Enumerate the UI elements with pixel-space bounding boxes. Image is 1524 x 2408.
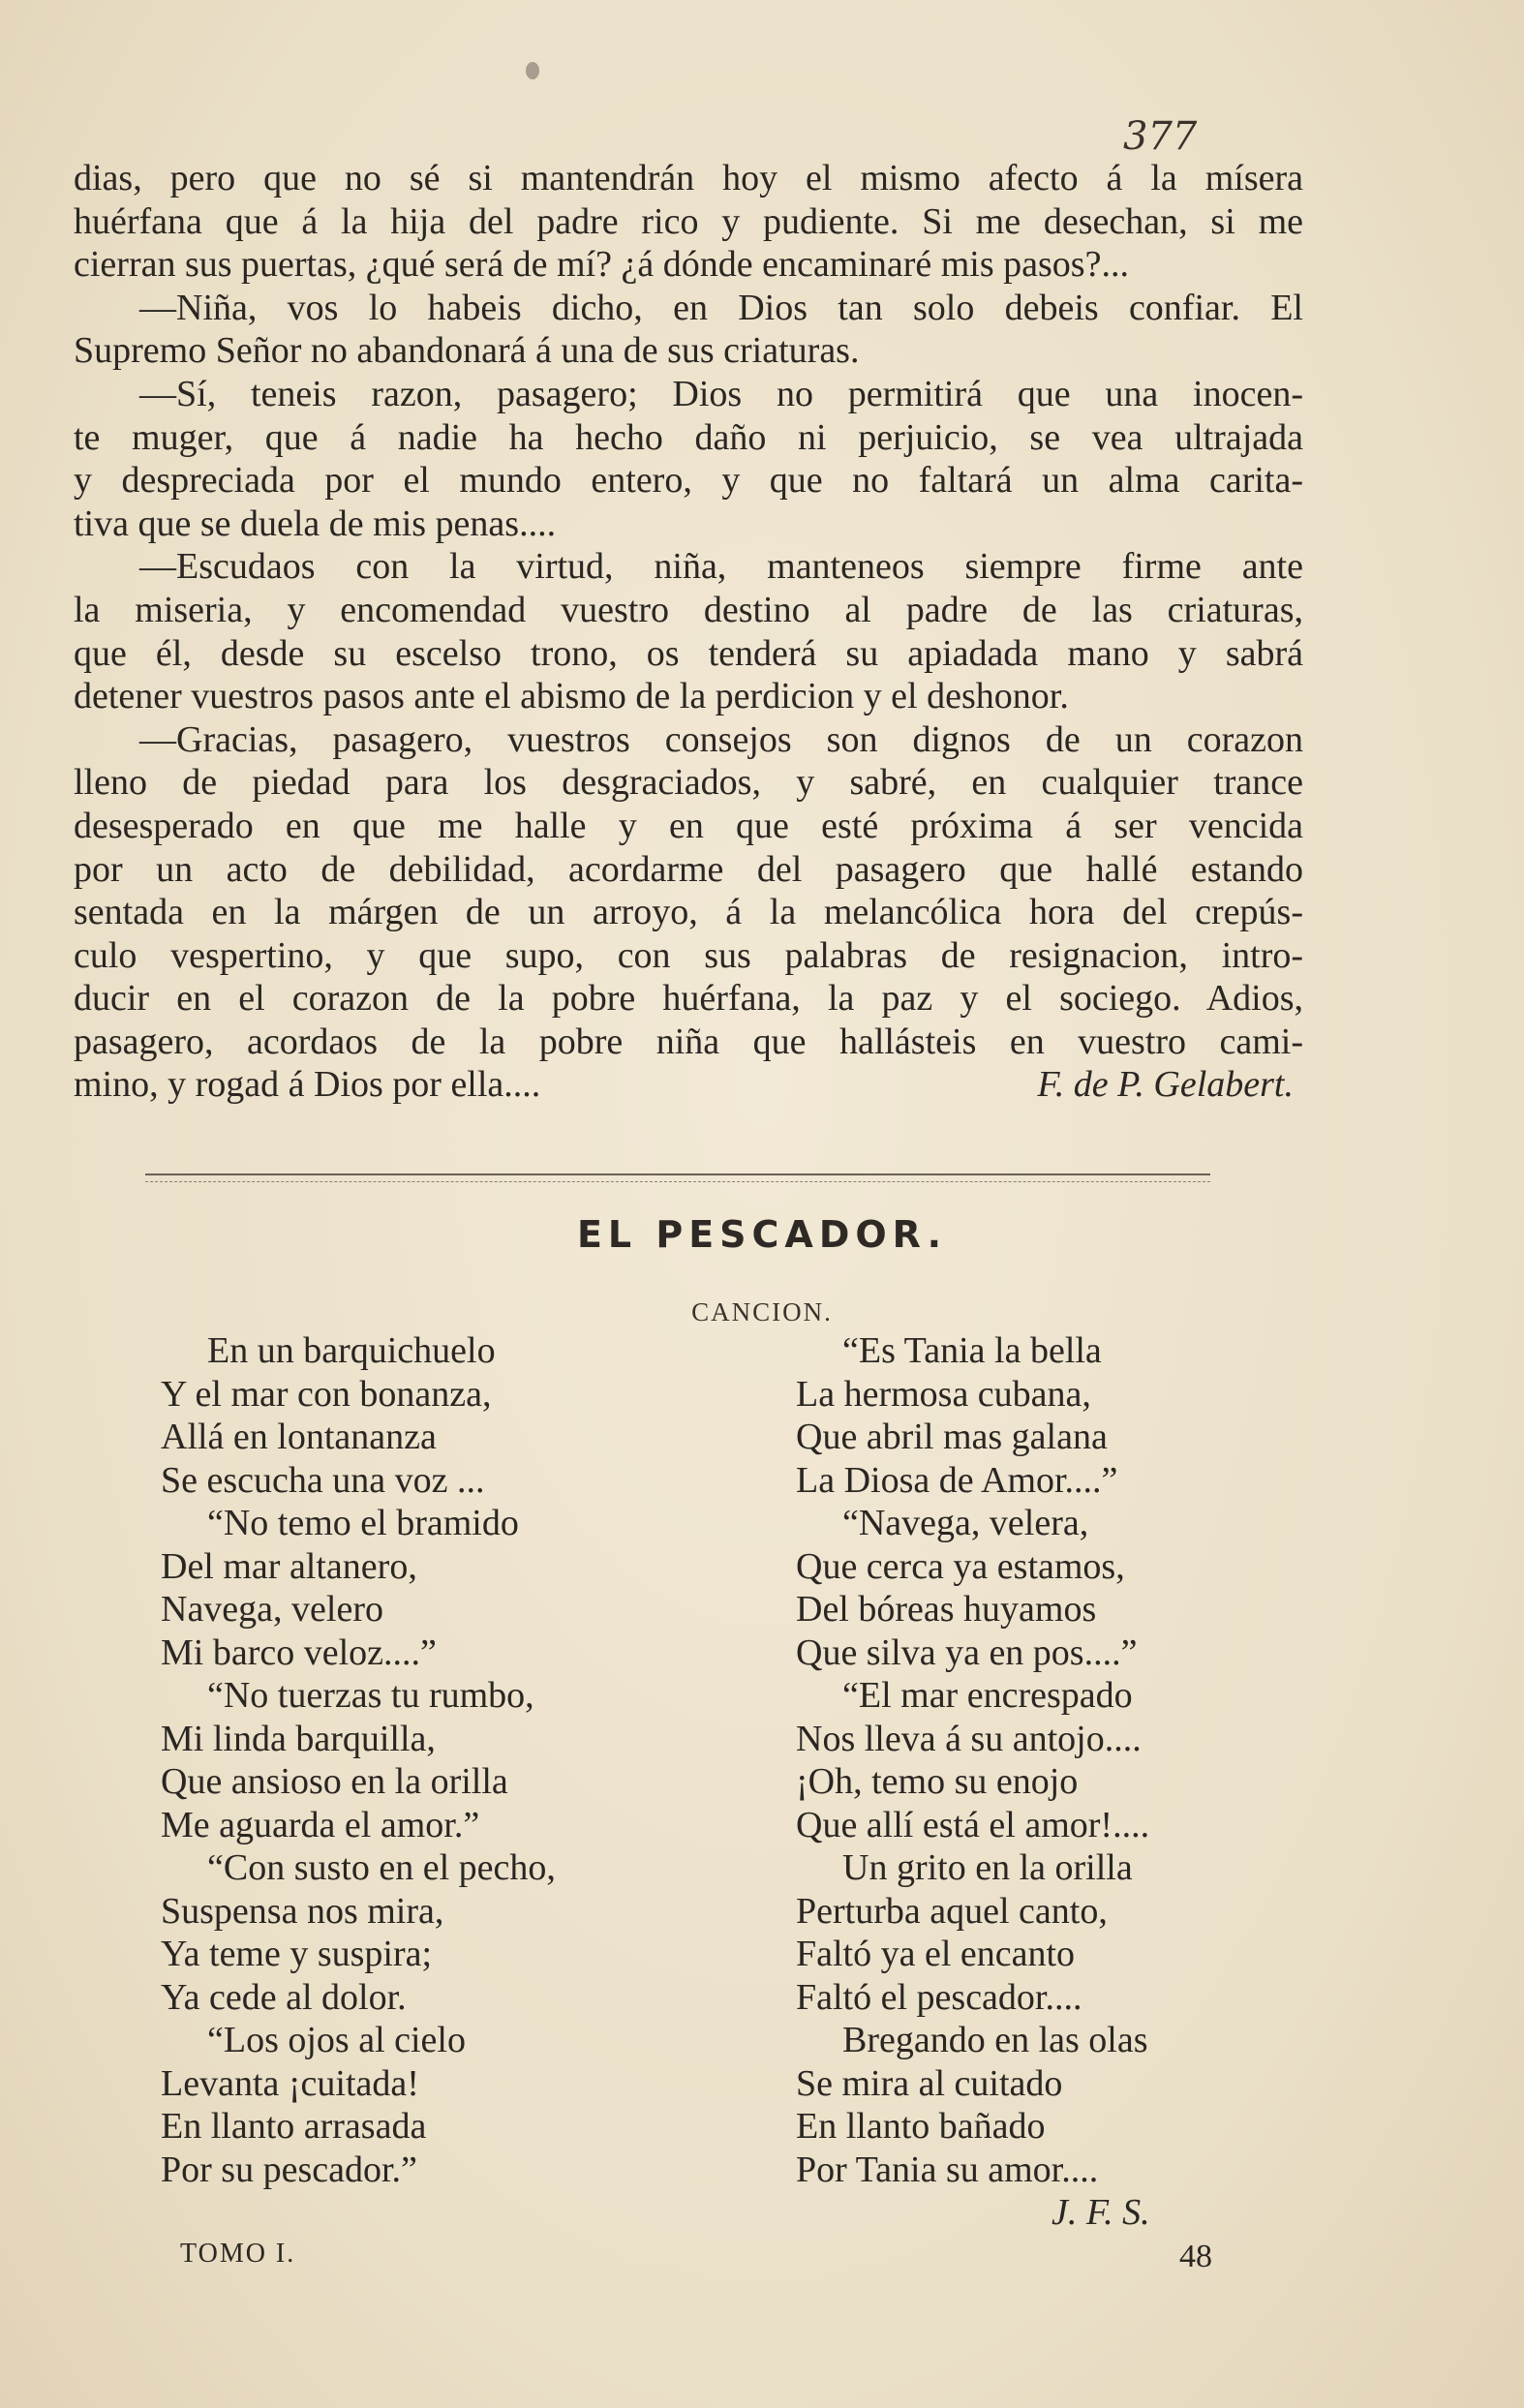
verse-line: Se escucha una voz ... [161,1459,485,1501]
volume-label: TOMO I. [180,2239,296,2269]
verse-line: “Es Tania la bella [842,1330,1102,1371]
prose-author: F. de P. Gelabert. [1037,1064,1294,1106]
verse-line: Del mar altanero, [161,1545,417,1587]
verse-line: En un barquichuelo [207,1330,496,1371]
verse-line: Que abril mas galana [796,1417,1108,1457]
verse-line: La hermosa cubana, [796,1373,1091,1415]
verse-line: Por Tania su amor.... [796,2149,1099,2190]
verse-line: Ya teme y suspira; [161,1934,433,1974]
verse-line: Un grito en la orilla [842,1847,1133,1888]
verse-line: Allá en lontananza [161,1417,437,1457]
verse-line: Levanta ¡cuitada! [161,2062,419,2104]
prose-closing [74,1063,1303,1107]
prose-line: te muger, que á nadie ha hecho daño ni perjuicio, se vea ultrajada [74,416,1303,458]
prose-line: por un acto de debilidad, acordarme del pasagero que hallé estando [74,848,1303,890]
verse-line: Perturba aquel canto, [796,1890,1108,1932]
verse-line: “Navega, velera, [842,1503,1089,1543]
poem-left-column [161,1329,556,2191]
verse-line: Suspensa nos mira, [161,1890,444,1932]
verse-line: Faltó el pescador.... [796,1976,1082,2018]
verse-line: Mi linda barquilla, [161,1718,436,1759]
verse-line: Se mira al cuitado [796,2062,1063,2104]
verse-line: Y el mar con bonanza, [161,1373,492,1415]
prose-line: —Gracias, pasagero, vuestros consejos son dignos de un corazon [139,718,1303,760]
verse-line: Bregando en las olas [842,2020,1148,2060]
prose-line: ducir en el corazon de la pobre huérfana, la paz y el sociego. Adios, [74,978,1303,1020]
verse-line: Nos lleva á su antojo.... [796,1718,1142,1759]
verse-line: Me aguarda el amor.” [161,1804,480,1845]
prose-line: pasagero, acordaos de la pobre niña que hallásteis en vuestro cami- [74,1021,1303,1062]
verse-line: Que cerca ya estamos, [796,1545,1125,1587]
prose-line: desesperado en que me halle y en que esté próxima á ser vencida [74,805,1303,846]
prose-line: detener vuestros pasos ante el abismo de la perdicion y el deshonor. [74,676,1069,717]
verse-line: “Los ojos al cielo [207,2020,466,2060]
prose-line: la miseria, y encomendad vuestro destino al padre de las criaturas, [74,589,1303,630]
prose-line: tiva que se duela de mis penas.... [74,503,557,544]
prose-line: huérfana que á la hija del padre rico y pudiente. Si me desechan, si me [74,200,1303,242]
prose-section [74,157,1303,1107]
verse-line: Faltó ya el encanto [796,1934,1076,1974]
verse-line: Que allí está el amor!.... [796,1804,1150,1845]
verse-line: Del bóreas huyamos [796,1589,1097,1630]
section-divider [145,1174,1210,1182]
verse-line: Ya cede al dolor. [161,1976,407,2018]
poem-author: J. F. S. [1052,2192,1150,2233]
verse-line: Navega, velero [161,1589,383,1630]
verse-line: Que ansioso en la orilla [161,1761,508,1802]
poem-title: EL PESCADOR. [576,1213,948,1256]
verse-line: “Con susto en el pecho, [207,1847,556,1888]
poem-subtitle: CANCION. [691,1297,833,1326]
verse-line: “No tuerzas tu rumbo, [207,1675,534,1716]
verse-line: “El mar encrespado [842,1675,1133,1716]
verse-line: En llanto arrasada [161,2106,427,2147]
verse-line: “No temo el bramido [207,1503,519,1543]
printer-signature: 48 [1179,2239,1212,2274]
prose-line: cierran sus puertas, ¿qué será de mí? ¿á dónde encaminaré mis pasos?... [74,244,1129,286]
prose-line: Supremo Señor no abandonará á una de sus criaturas. [74,330,860,372]
verse-line: La Diosa de Amor....” [796,1459,1118,1501]
prose-line: culo vespertino, y que supo, con sus palabras de resignacion, intro- [74,934,1303,976]
prose-line: —Niña, vos lo habeis dicho, en Dios tan solo debeis confiar. El [139,287,1303,328]
prose-line: dias, pero que no sé si mantendrán hoy el mismo afecto á la mísera [74,158,1303,198]
verse-line: ¡Oh, temo su enojo [796,1761,1079,1802]
verse-line: Mi barco veloz....” [161,1631,437,1673]
verse-line: Por su pescador.” [161,2149,417,2190]
page-number: 377 [1123,114,1198,159]
prose-line: lleno de piedad para los desgraciados, y sabré, en cualquier trance [74,762,1303,804]
prose-line: que él, desde su escelso trono, os tenderá su apiadada mano y sabrá [74,632,1303,674]
prose-line: —Escudaos con la virtud, niña, manteneos siempre firme ante [139,546,1303,588]
prose-line: —Sí, teneis razon, pasagero; Dios no permitirá que una inocen- [139,373,1303,414]
prose-line: y despreciada por el mundo entero, y que no faltará un alma carita- [74,460,1303,502]
poem-right-column [796,1329,1150,2235]
verse-line: Que silva ya en pos....” [796,1631,1138,1673]
ink-blot [526,62,539,79]
verse-line: En llanto bañado [796,2106,1046,2147]
prose-line: sentada en la márgen de un arroyo, á la melancólica hora del crepús- [74,892,1303,933]
closing-line: mino, y rogad á Dios por ella.... [74,1064,541,1106]
prose-lines [74,157,1303,1063]
